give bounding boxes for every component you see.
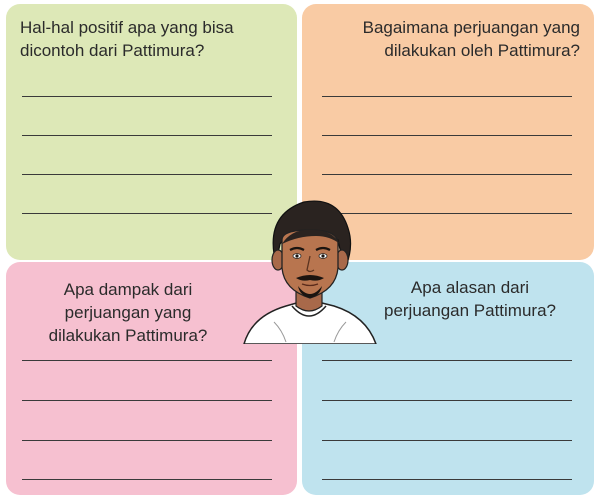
answer-line-bl-2[interactable]: [22, 400, 272, 401]
question-positive-things: [20, 16, 270, 62]
pattimura-portrait: [234, 194, 384, 344]
answer-line-tl-3[interactable]: [22, 174, 272, 175]
answer-line-tr-3[interactable]: [322, 174, 572, 175]
answer-line-tl-2[interactable]: [22, 135, 272, 136]
answer-line-br-3[interactable]: [322, 440, 572, 441]
question-line: Apa dampak dari: [63, 280, 193, 299]
answer-line-tr-2[interactable]: [322, 135, 572, 136]
answer-line-bl-3[interactable]: [22, 440, 272, 441]
answer-line-br-4[interactable]: [322, 479, 572, 480]
question-struggle-reason: [360, 276, 580, 322]
question-line: Apa alasan dari: [410, 278, 530, 297]
answer-line-tr-1[interactable]: [322, 96, 572, 97]
question-line: dilakukan Pattimura?: [48, 326, 208, 345]
answer-line-tl-1[interactable]: [22, 96, 272, 97]
answer-line-br-1[interactable]: [322, 360, 572, 361]
question-line: Bagaimana perjuangan yang: [362, 18, 580, 37]
question-line: perjuangan yang: [64, 303, 192, 322]
question-struggle-how: [310, 16, 580, 62]
question-line: Hal-hal positif apa yang bisa: [20, 18, 234, 37]
answer-line-bl-4[interactable]: [22, 479, 272, 480]
answer-line-bl-1[interactable]: [22, 360, 272, 361]
answer-line-br-2[interactable]: [322, 400, 572, 401]
question-line: dicontoh dari Pattimura?: [20, 41, 205, 60]
question-line: dilakukan oleh Pattimura?: [384, 41, 580, 60]
question-struggle-impact: [28, 278, 228, 347]
question-line: perjuangan Pattimura?: [383, 301, 556, 320]
